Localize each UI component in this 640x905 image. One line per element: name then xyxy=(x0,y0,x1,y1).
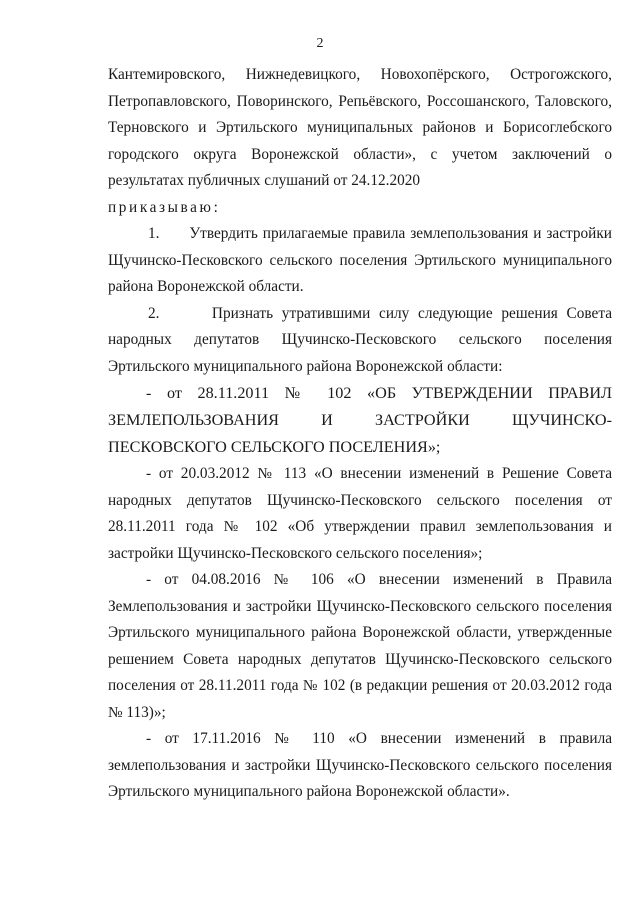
intro-paragraph: Кантемировского, Нижнедевицкого, Новохопёрского, Острогожского, Петропавловского, Поворинского, Репьёвского, Россошанского, Таловского, Терновского и Эртильского муниципальных районов и Борисоглебского городского округа Воронежской области», с учетом заключений о результатах публичных слушаний от 24.12.2020 xyxy=(108,66,612,189)
repealed-decision-1: - от 28.11.2011 № 102 «ОБ УТВЕРЖДЕНИИ ПРАВИЛ ЗЕМЛЕПОЛЬЗОВАНИЯ И ЗАСТРОЙКИ ЩУЧИНСКО-ПЕСКОВСКОГО СЕЛЬСКОГО ПОСЕЛЕНИЯ»; xyxy=(108,384,612,456)
repealed-decision-4: - от 17.11.2016 № 110 «О внесении изменений в правила землепользования и застройки Щучинско-Песковского сельского поселения Эртильского муниципального района Воронежской области». xyxy=(108,730,612,800)
item-2-paragraph: 2. Признать утратившими силу следующие решения Совета народных депутатов Щучинско-Песковского сельского поселения Эртильского муниципального района Воронежской области: xyxy=(108,304,616,375)
item-1-paragraph: 1. Утвердить прилагаемые правила землепользования и застройки Щучинско-Песковского сельского поселения Эртильского муниципального района Воронежской области. xyxy=(108,225,616,295)
repealed-decision-2: - от 20.03.2012 № 113 «О внесении изменений в Решение Совета народных депутатов Щучинско-Песковского сельского поселения от 28.11.2011 года № 102 «Об утверждении правил землепользования и застройки Щучинско-Песковского сельского поселения»; xyxy=(108,465,612,562)
page-number: 2 xyxy=(316,36,324,51)
repealed-decision-3: - от 04.08.2016 № 106 «О внесении изменений в Правила Землепользования и застройки Щучинско-Песковского сельского поселения Эртильского муниципального района Воронежской области, утвержденные решением Совета народных депутатов Щучинско-Песковского сельского поселения от 28.11.2011 года № 102 (в редакции решения от 20.03.2012 года № 113)»; xyxy=(108,571,612,721)
document-body xyxy=(108,62,616,806)
order-word: приказываю: xyxy=(108,198,221,216)
